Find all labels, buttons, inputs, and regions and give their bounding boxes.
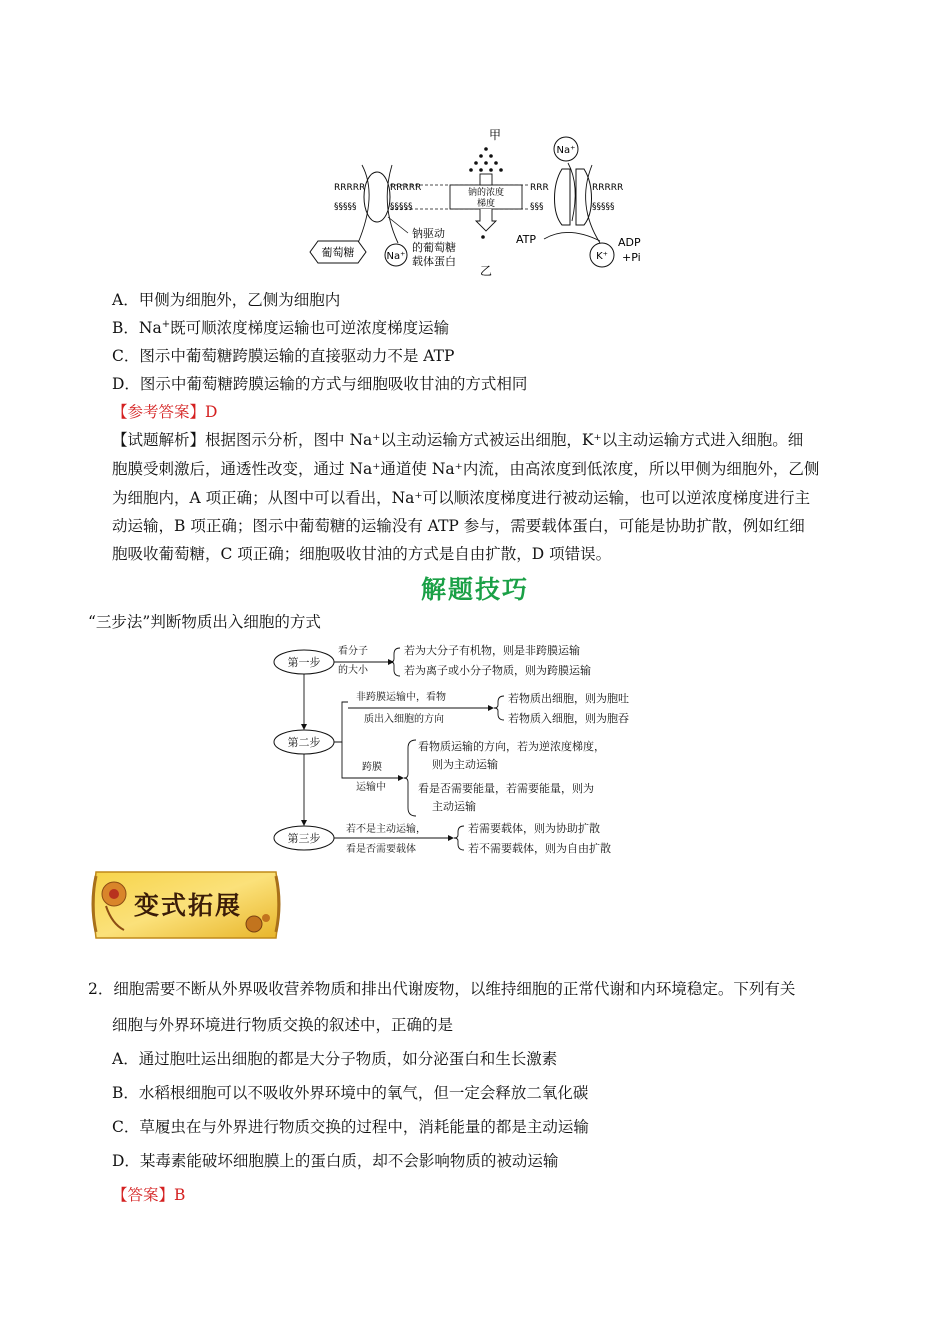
s2a-result-1: 若物质出细胞，则为胞吐: [508, 692, 629, 705]
label-jia: 甲: [489, 128, 502, 142]
tips-title: 解题技巧: [420, 575, 529, 604]
s2a-cond-2: 质出入细胞的方向: [364, 714, 444, 725]
lipid-tails-right2: §§§§§: [592, 202, 615, 212]
step1-label: 第一步: [287, 656, 321, 669]
label-yi: 乙: [480, 264, 493, 278]
s2b-result-1b: 则为主动运输: [432, 758, 498, 771]
glucose-label: 葡萄糖: [321, 246, 355, 259]
q1-option-c: C．图示中葡萄糖跨膜运输的直接驱动力不是 ATP: [112, 347, 455, 365]
pi-label: +Pi: [622, 251, 641, 264]
q2-option-b: B．水稻根细胞可以不吸收外界环境中的氧气，但一定会释放二氧化碳: [112, 1084, 589, 1102]
s2b-cond-2: 运输中: [356, 782, 386, 793]
lipid-heads-left: RRRRR: [334, 183, 366, 193]
s2a-cond-1: 非跨膜运输中，看物: [356, 692, 446, 703]
tips-intro: “三步法”判断物质出入细胞的方式: [88, 613, 321, 631]
na-k-pump-right: [576, 169, 592, 225]
three-step-flowchart: [270, 640, 680, 860]
s1-result-2: 若为离子或小分子物质，则为跨膜运输: [404, 664, 591, 677]
lipid-heads-right1: RRR: [530, 183, 549, 193]
q1-analysis-line-3: 为细胞内，A 项正确；从图中可以看出，Na⁺可以顺浓度梯度进行被动运输，也可以逆浓度梯度进行主: [112, 489, 811, 507]
q2-stem-line-2: 细胞与外界环境进行物质交换的叙述中，正确的是: [112, 1016, 454, 1034]
s1-cond-2: 的大小: [338, 665, 368, 676]
step3-label: 第三步: [287, 832, 321, 845]
na-k-pump-left: [555, 169, 571, 225]
variant-extension-banner: [88, 866, 284, 944]
s1-cond-1: 看分子: [338, 646, 368, 657]
s2b-result-1a: 看物质运输的方向，若为逆浓度梯度，: [418, 740, 605, 753]
s2a-result-2: 若物质入细胞，则为胞吞: [508, 712, 629, 725]
s3-cond-2: 看是否需要载体: [346, 844, 416, 855]
glucose-carrier-protein: [364, 172, 390, 222]
lipid-tails-right1: §§§: [530, 202, 544, 212]
atp-label: ATP: [516, 233, 537, 246]
s3-cond-1: 若不是主动运输，: [346, 824, 426, 835]
lipid-heads-mid: RRRRR: [390, 183, 422, 193]
q1-analysis-line-5: 胞吸收葡萄糖，C 项正确；细胞吸收甘油的方式是自由扩散，D 项错误。: [112, 545, 612, 563]
q1-analysis-line-4: 动运输，B 项正确；图示中葡萄糖的运输没有 ATP 参与，需要载体蛋白，可能是协助扩散，例如红细: [112, 517, 805, 535]
s1-result-1: 若为大分子有机物，则是非跨膜运输: [404, 644, 580, 657]
s2b-cond-1: 跨膜: [362, 762, 382, 773]
q1-option-d: D．图示中葡萄糖跨膜运输的方式与细胞吸收甘油的方式相同: [112, 375, 528, 393]
lipid-tails-left: §§§§§: [334, 202, 357, 212]
gradient-label-2: 梯度: [476, 199, 496, 209]
membrane-transport-diagram: [300, 125, 660, 280]
banner-text: 变式拓展: [133, 891, 243, 920]
lipid-heads-right2: RRRRR: [592, 183, 624, 193]
q1-analysis-line-2: 胞膜受刺激后，通透性改变，通过 Na⁺通道使 Na⁺内流，由高浓度到低浓度，所以甲侧为细胞外，乙侧: [112, 460, 820, 478]
q1-option-b: B．Na+既可顺浓度梯度运输也可逆浓度梯度运输: [112, 318, 450, 337]
s2b-result-2a: 看是否需要能量，若需要能量，则为: [418, 782, 594, 795]
q2-stem-line-1: 2．细胞需要不断从外界吸收营养物质和排出代谢废物，以维持细胞的正常代谢和内环境稳定。下列有关: [88, 980, 796, 998]
carrier-label-1: 钠驱动: [412, 227, 445, 240]
step2-label: 第二步: [287, 736, 321, 749]
carrier-label-3: 载体蛋白: [412, 255, 456, 268]
na-label-top: Na⁺: [556, 145, 576, 156]
ornament-icon: [246, 916, 262, 932]
na-label-left: Na⁺: [386, 251, 406, 262]
q2-option-a: A．通过胞吐运出细胞的都是大分子物质，如分泌蛋白和生长激素: [112, 1050, 558, 1068]
s3-result-1: 若需要载体，则为协助扩散: [468, 822, 600, 835]
s3-result-2: 若不需要载体，则为自由扩散: [468, 842, 611, 855]
q1-answer: 【参考答案】D: [112, 403, 218, 421]
gradient-label-1: 钠的浓度: [467, 188, 505, 198]
q2-option-c: C．草履虫在与外界进行物质交换的过程中，消耗能量的都是主动运输: [112, 1118, 589, 1136]
q1-option-a: A．甲侧为细胞外，乙侧为细胞内: [112, 291, 341, 309]
k-label: K⁺: [596, 251, 608, 262]
q2-answer: 【答案】B: [112, 1186, 186, 1204]
q1-analysis-line-1: 【试题解析】根据图示分析，图中 Na⁺以主动运输方式被运出细胞，K⁺以主动运输方式进入细胞。细: [112, 431, 804, 449]
q2-option-d: D．某毒素能破坏细胞膜上的蛋白质，却不会影响物质的被动运输: [112, 1152, 559, 1170]
s2b-result-2b: 主动运输: [432, 800, 476, 813]
adp-label: ADP: [618, 236, 641, 249]
lipid-tails-mid: §§§§§: [390, 202, 413, 212]
gradient-arrow: [476, 209, 496, 231]
carrier-label-2: 的葡萄糖: [412, 241, 456, 254]
